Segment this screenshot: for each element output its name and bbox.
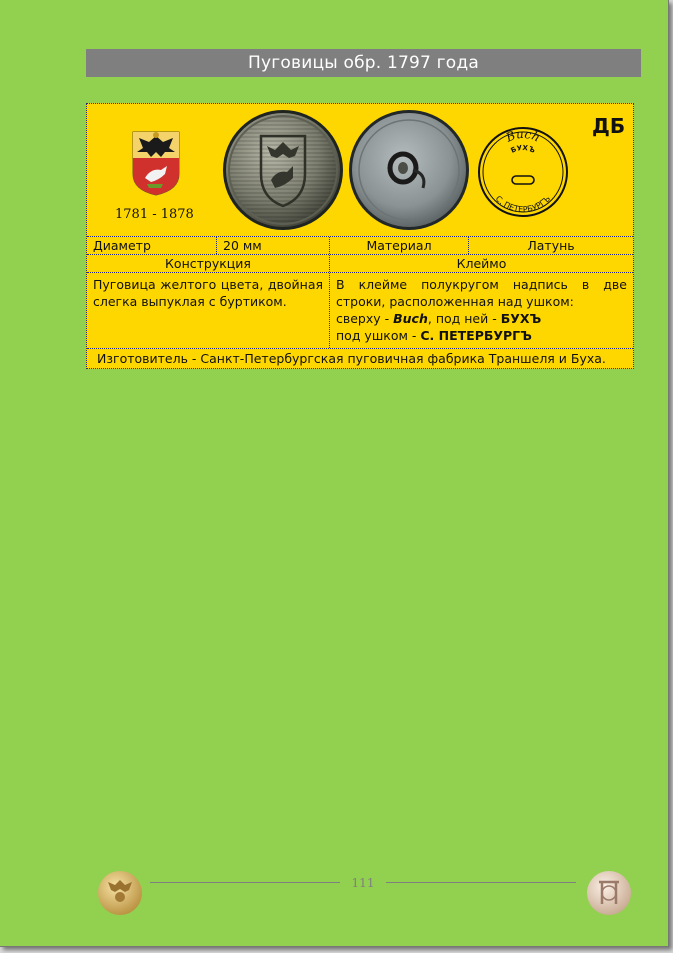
section-header-row [87,255,633,273]
construction-text: Пуговица желтого цвета, двойная слегка выпуклая с буртиком. [87,273,330,348]
mark-word-buch: Buch [393,311,428,326]
coat-of-arms-icon [131,130,181,196]
page-title: Пуговицы обр. 1797 года [86,49,641,77]
mark-line-2-prefix: сверху - [336,311,394,326]
maker-text: Изготовитель - Санкт-Петербургская пуговичная фабрика Траншеля и Буха. [97,351,606,366]
stamp-text-middle: БУХЪ [509,143,537,155]
image-row [87,104,633,237]
button-back-image [347,108,471,232]
mark-line-2-mid: , под ней - [427,311,501,326]
mark-word-petersburg: С. ПЕТЕРБУРГЪ [420,328,532,343]
mark-line-3-prefix: под ушком - [336,328,421,343]
stamp-text-bottom: С. ПЕТЕРБУРГЪ [493,194,553,215]
material-value: Латунь [527,238,575,253]
footer-eagle-button-icon [97,870,143,916]
footer-divider-left [150,882,340,883]
button-front-image [221,108,345,232]
mark-label: Клеймо [456,256,507,271]
years-label: 1781 - 1878 [115,207,194,222]
catalog-code: ДБ [592,114,626,138]
mark-text [330,273,633,348]
footer-divider-right [386,882,576,883]
svg-text:БУХЪ [510,144,537,155]
stamp-drawing [477,126,569,218]
footer-monogram-button-icon [586,870,632,916]
material-label: Материал [330,237,469,254]
button-card [86,103,634,369]
description-row [87,273,633,349]
specs-row [87,237,633,255]
construction-label: Конструкция [87,255,330,272]
stamp-text-top: Buch [503,126,543,145]
diameter-label: Диаметр [87,237,217,254]
mark-line-1: В клейме полукругом надпись в две строки, расположенная над ушком: [336,277,627,309]
page-number: 111 [351,876,375,890]
mark-word-buh: БУХЪ [500,311,542,326]
diameter-value: 20 мм [217,237,330,254]
